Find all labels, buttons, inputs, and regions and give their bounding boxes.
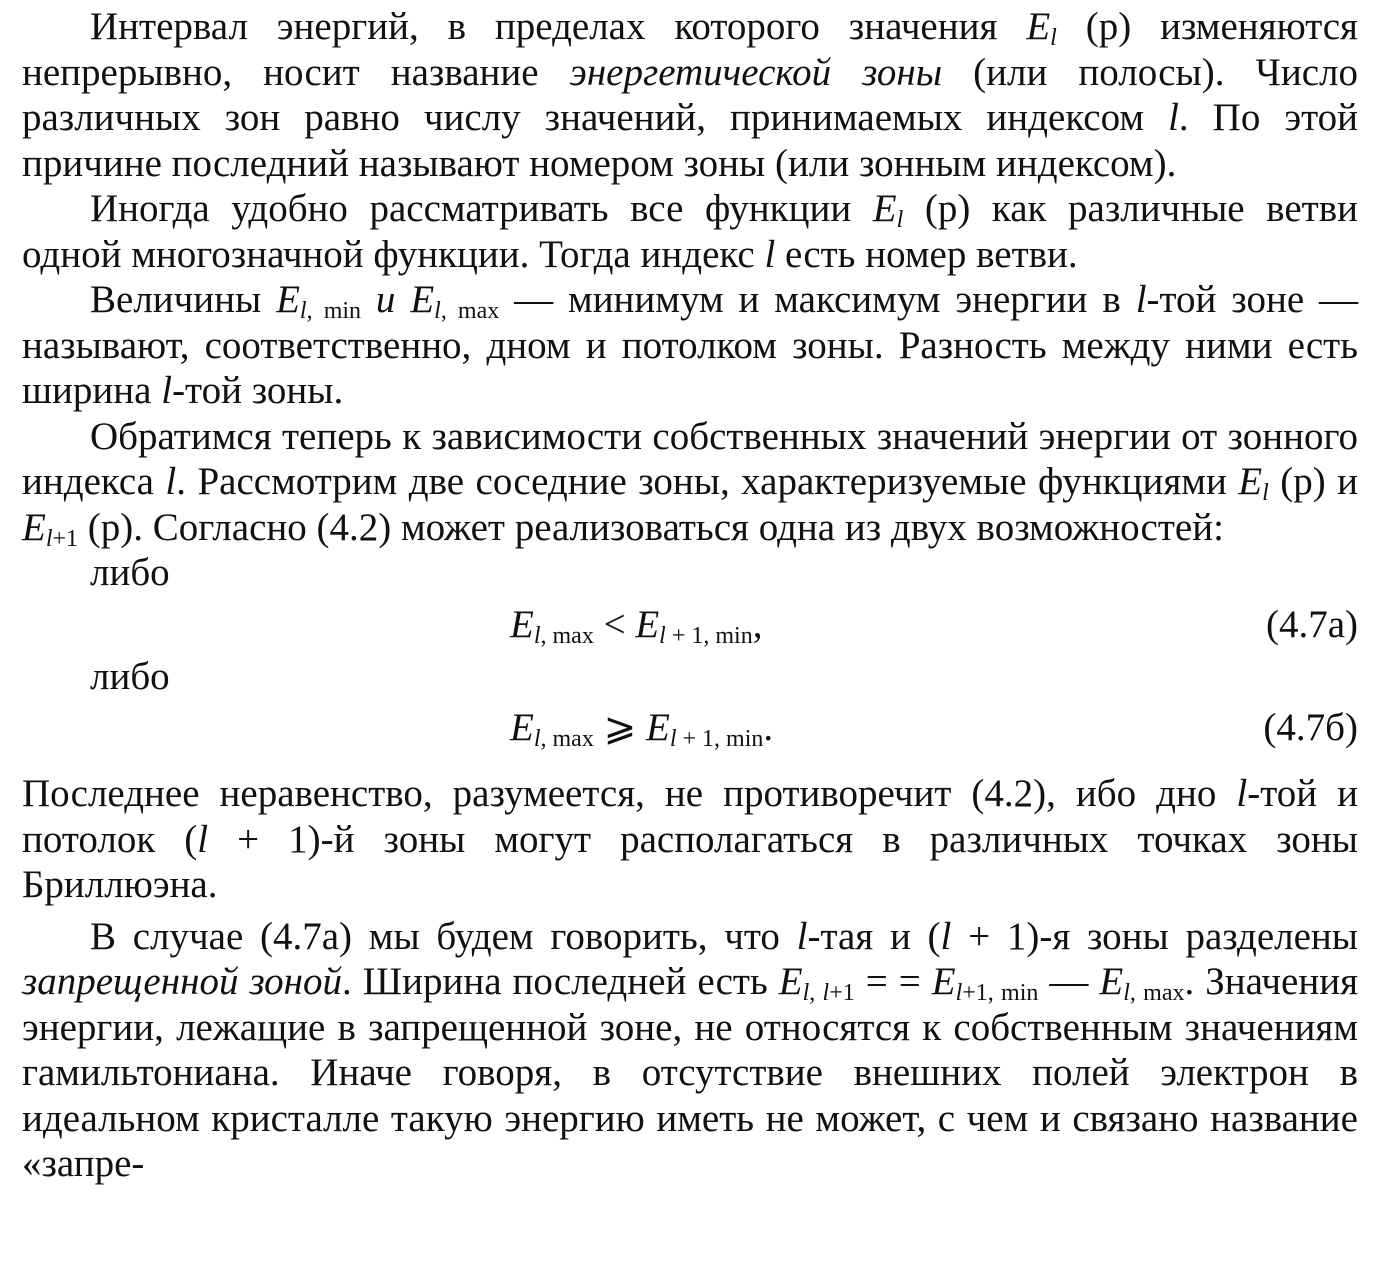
text-run: Величины [90, 278, 277, 321]
subscript-l: l [669, 726, 677, 752]
equation-4-7a [22, 596, 1358, 654]
subscript-l: l [299, 298, 307, 324]
symbol-l: l [1236, 772, 1248, 815]
symbol-l: l [197, 817, 209, 861]
symbol-l: l [1135, 278, 1147, 321]
subscript-l: l [896, 207, 904, 233]
symbol-E: E [931, 960, 956, 1003]
subscript-plus-one: +1 [52, 525, 79, 552]
symbol-E: E [778, 960, 803, 1003]
text-run: (p) и [1268, 460, 1358, 503]
symbol-E: E [276, 278, 300, 321]
paragraph-inequality [22, 771, 1358, 908]
page [22, 0, 1358, 1187]
text-run: есть номер ветви. [775, 232, 1078, 276]
paragraph-branches [22, 186, 1358, 277]
paragraph-neighbor-bands [22, 414, 1358, 551]
text-run: -тая и ( [807, 914, 941, 958]
text-run: — [1038, 960, 1100, 1003]
text-run: . Значения энергии, лежащие в запрещенной зоне, не относятся к собственным значениям гамильтониана. Иначе говоря, в отсутствие внешних полей электрон в идеальном кристалле такую энергию иметь не может, с чем и связано название «запре- [22, 960, 1359, 1185]
word-libo-2: либо [90, 654, 170, 698]
subscript-max: , max [540, 726, 594, 752]
text-run: Обратимся теперь к зависимости собственных значений энергии от зонного индекса [22, 414, 1358, 503]
text-run: — минимум и максимум энергии в [499, 278, 1136, 321]
text-run: (p) изменяются непрерывно, носит название [22, 5, 1358, 94]
subscript-plus-one-min: + 1, min [665, 622, 753, 649]
symbol-E: E [1238, 460, 1263, 503]
symbol-E: E [1026, 5, 1051, 48]
text-run: (или полосы). Число различных зон равно числу значений, принимаемых индексом [22, 50, 1358, 139]
subscript-plus-one-min: +1, min [962, 980, 1039, 1006]
text-run: В случае (4.7а) мы будем говорить, что [90, 914, 797, 958]
term-forbidden-band: запрещенной зоной [22, 960, 342, 1003]
text-run: . Рассмотрим две соседние зоны, характеризуемые функциями [176, 460, 1239, 503]
text-run: -той и потолок ( [22, 772, 1358, 861]
subscript-l: l [533, 622, 541, 649]
subscript-l: l [822, 980, 830, 1006]
text-run: . По этой причине последний называют номером зоны (или зонным индексом). [22, 96, 1358, 185]
greater-equal-sign: ⩾ [593, 706, 647, 749]
subscript-l: l [955, 980, 963, 1006]
subscript-max: , max [1129, 980, 1185, 1006]
subscript-max: , max [540, 622, 594, 649]
symbol-l: l [1168, 96, 1179, 139]
text-run: (p). Согласно (4.2) может реализоваться одна из двух возможностей: [78, 505, 1224, 549]
text-run: + 1)-я зоны разделены [951, 914, 1359, 958]
subscript-comma: , [809, 980, 823, 1006]
word-libo-1: либо [90, 551, 170, 594]
equation-body [510, 705, 773, 750]
punctuation: . [763, 706, 774, 749]
subscript-l: l [1123, 980, 1130, 1006]
subscript-min: , min [306, 298, 362, 324]
text-run: Последнее неравенство, разумеется, не противоречит (4.2), ибо дно [22, 772, 1237, 815]
punctuation: , [752, 602, 763, 646]
symbol-E: E [635, 602, 660, 646]
symbol-l: l [165, 460, 177, 503]
subscript-plus-one: +1 [829, 980, 855, 1006]
paragraph-forbidden-band [22, 914, 1358, 1187]
subscript-l: l [1262, 480, 1269, 506]
subscript-max: , max [440, 298, 500, 324]
text-run: (p) как различные ветви одной многозначной функции. Тогда индекс [22, 187, 1358, 276]
subscript-plus-one-min: + 1, min [676, 726, 764, 752]
subscript-l: l [802, 980, 810, 1006]
subscript-l: l [533, 726, 541, 752]
subscript-l: l [434, 298, 441, 324]
text-run: -той зоны. [172, 369, 344, 412]
equation-body [510, 602, 762, 647]
subscript-l: l [1050, 25, 1057, 51]
subscript-l: l [659, 622, 666, 649]
symbol-E: E [510, 706, 534, 749]
paragraph-bottom-top [22, 277, 1358, 414]
subscript-l: l [45, 525, 53, 552]
paragraph-energy-band [22, 4, 1358, 186]
symbol-E: E [872, 187, 897, 230]
symbol-E: E [510, 602, 534, 646]
text-run: + 1)-й зоны могут располагаться в различных точках зоны Бриллюэна. [22, 817, 1358, 906]
symbol-l: l [796, 914, 808, 958]
text-run: и [361, 278, 411, 321]
symbol-l: l [940, 914, 952, 958]
symbol-E: E [22, 505, 46, 549]
text-run: = = [854, 960, 932, 1003]
symbol-E: E [646, 706, 670, 749]
equation-4-7b [22, 699, 1358, 757]
text-run: . Ширина последней есть [342, 960, 779, 1003]
text-run: Интервал энергий, в пределах которого значения [90, 5, 1027, 48]
equation-number: (4.7а) [1265, 602, 1358, 646]
term-energy-band: энергетической зоны [569, 50, 943, 94]
symbol-E: E [1099, 960, 1124, 1003]
symbol-l: l [161, 369, 173, 412]
symbol-E: E [410, 278, 435, 321]
text-run: -той зоне — называют, соответственно, дном и потолком зоны. Разность между ними есть ширина [22, 278, 1359, 412]
symbol-l: l [764, 232, 776, 276]
text-run: Иногда удобно рассматривать все функции [90, 187, 873, 230]
less-than-sign: < [593, 602, 636, 646]
equation-number: (4.7б) [1263, 706, 1358, 749]
